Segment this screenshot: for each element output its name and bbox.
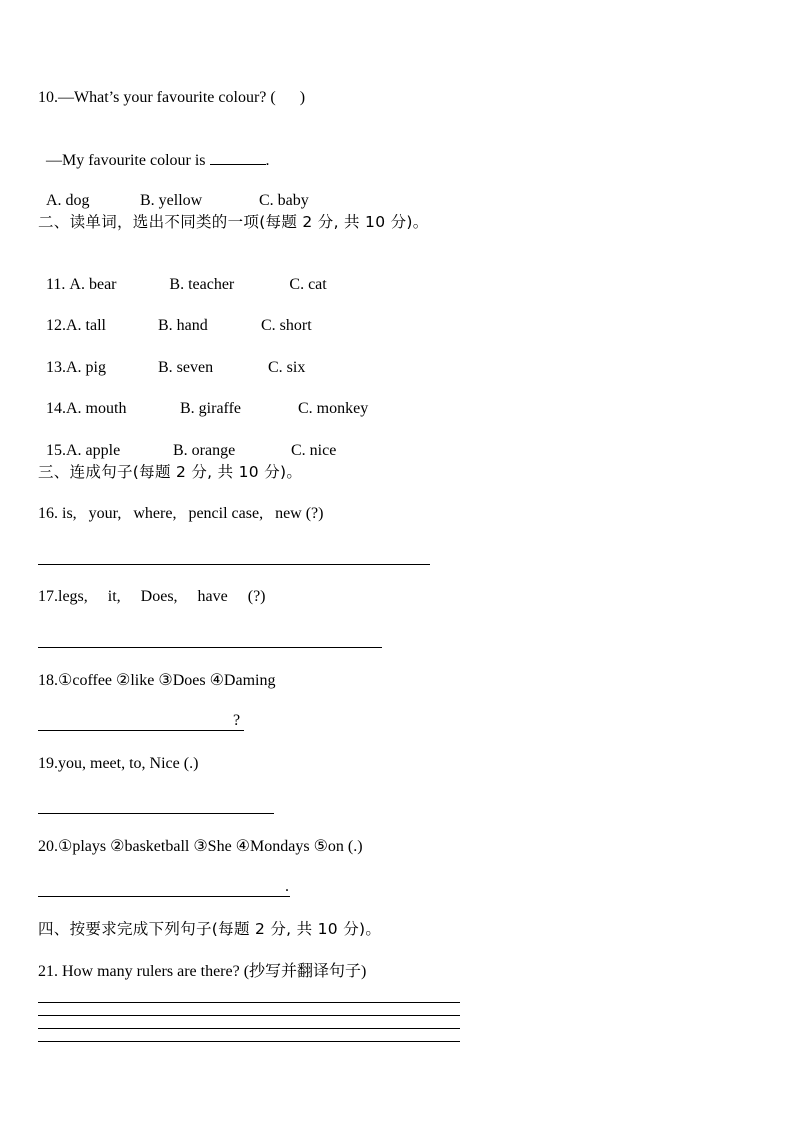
- section4-heading: 四、按要求完成下列句子(每题 2 分, 共 10 分)。: [38, 920, 382, 938]
- q20-prompt: 20.①plays ②basketball ③She ④Mondays ⑤on (.): [38, 838, 363, 855]
- q10-answer-prefix: —My favourite colour is: [46, 152, 206, 169]
- q21-answer-line-4[interactable]: [38, 1041, 460, 1042]
- q19-prompt: 19.you, meet, to, Nice (.): [38, 755, 199, 772]
- q10-answer-line: [38, 130, 270, 171]
- q10-answer-suffix: .: [265, 152, 270, 169]
- q10-option-c: C. baby: [259, 192, 309, 209]
- q15-number: 15.: [46, 442, 66, 459]
- q15-option-a: A. apple: [66, 442, 121, 459]
- q15-row: [38, 421, 336, 461]
- section2-heading: 二、读单词，选出不同类的一项(每题 2 分, 共 10 分)。: [38, 213, 429, 231]
- q14-number: 14.: [46, 400, 66, 417]
- q20-answer-line[interactable]: [38, 896, 290, 897]
- q18-end-mark: ?: [233, 712, 241, 729]
- q10-question: 10.—What’s your favourite colour? ( ): [38, 89, 306, 106]
- q14-option-c: C. monkey: [298, 400, 369, 417]
- q15-option-c: C. nice: [291, 442, 337, 459]
- section3-heading: 三、连成句子(每题 2 分, 共 10 分)。: [38, 463, 303, 481]
- q12-option-b: B. hand: [158, 317, 208, 334]
- q11-option-c: C. cat: [289, 276, 327, 293]
- q11-option-b: B. teacher: [169, 276, 235, 293]
- q21-answer-line-3[interactable]: [38, 1028, 460, 1029]
- q12-option-a: A. tall: [66, 317, 106, 334]
- q17-answer-line[interactable]: [38, 647, 382, 648]
- q11-number: 11.: [46, 276, 70, 293]
- q18-prompt: 18.①coffee ②like ③Does ④Daming: [38, 672, 276, 689]
- q11-row: [38, 255, 327, 295]
- q14-option-b: B. giraffe: [180, 400, 242, 417]
- q16-answer-line[interactable]: [38, 564, 430, 565]
- q14-row: [38, 379, 368, 419]
- q14-option-a: A. mouth: [66, 400, 127, 417]
- q18-answer-line[interactable]: [38, 730, 244, 731]
- q11-option-a: A. bear: [69, 276, 117, 293]
- q21-prompt: 21. How many rulers are there? (抄写并翻译句子): [38, 963, 367, 980]
- q13-option-c: C. six: [268, 359, 306, 376]
- q12-number: 12.: [46, 317, 66, 334]
- q15-option-b: B. orange: [173, 442, 236, 459]
- q16-prompt: 16. is, your, where, pencil case, new (?): [38, 505, 324, 522]
- q12-row: [38, 296, 312, 336]
- q21-answer-line-1[interactable]: [38, 1002, 460, 1003]
- q17-prompt: 17.legs, it, Does, have (?): [38, 588, 266, 605]
- q19-answer-line[interactable]: [38, 813, 274, 814]
- q10-option-a: A. dog: [46, 192, 90, 209]
- q13-option-a: A. pig: [66, 359, 106, 376]
- q10-options: [38, 171, 309, 211]
- q13-row: [38, 338, 305, 378]
- q20-end-mark: .: [285, 878, 289, 895]
- q12-option-c: C. short: [261, 317, 312, 334]
- q13-option-b: B. seven: [158, 359, 214, 376]
- q13-number: 13.: [46, 359, 66, 376]
- q21-answer-line-2[interactable]: [38, 1015, 460, 1016]
- q10-blank[interactable]: [210, 150, 266, 165]
- q10-option-b: B. yellow: [140, 192, 203, 209]
